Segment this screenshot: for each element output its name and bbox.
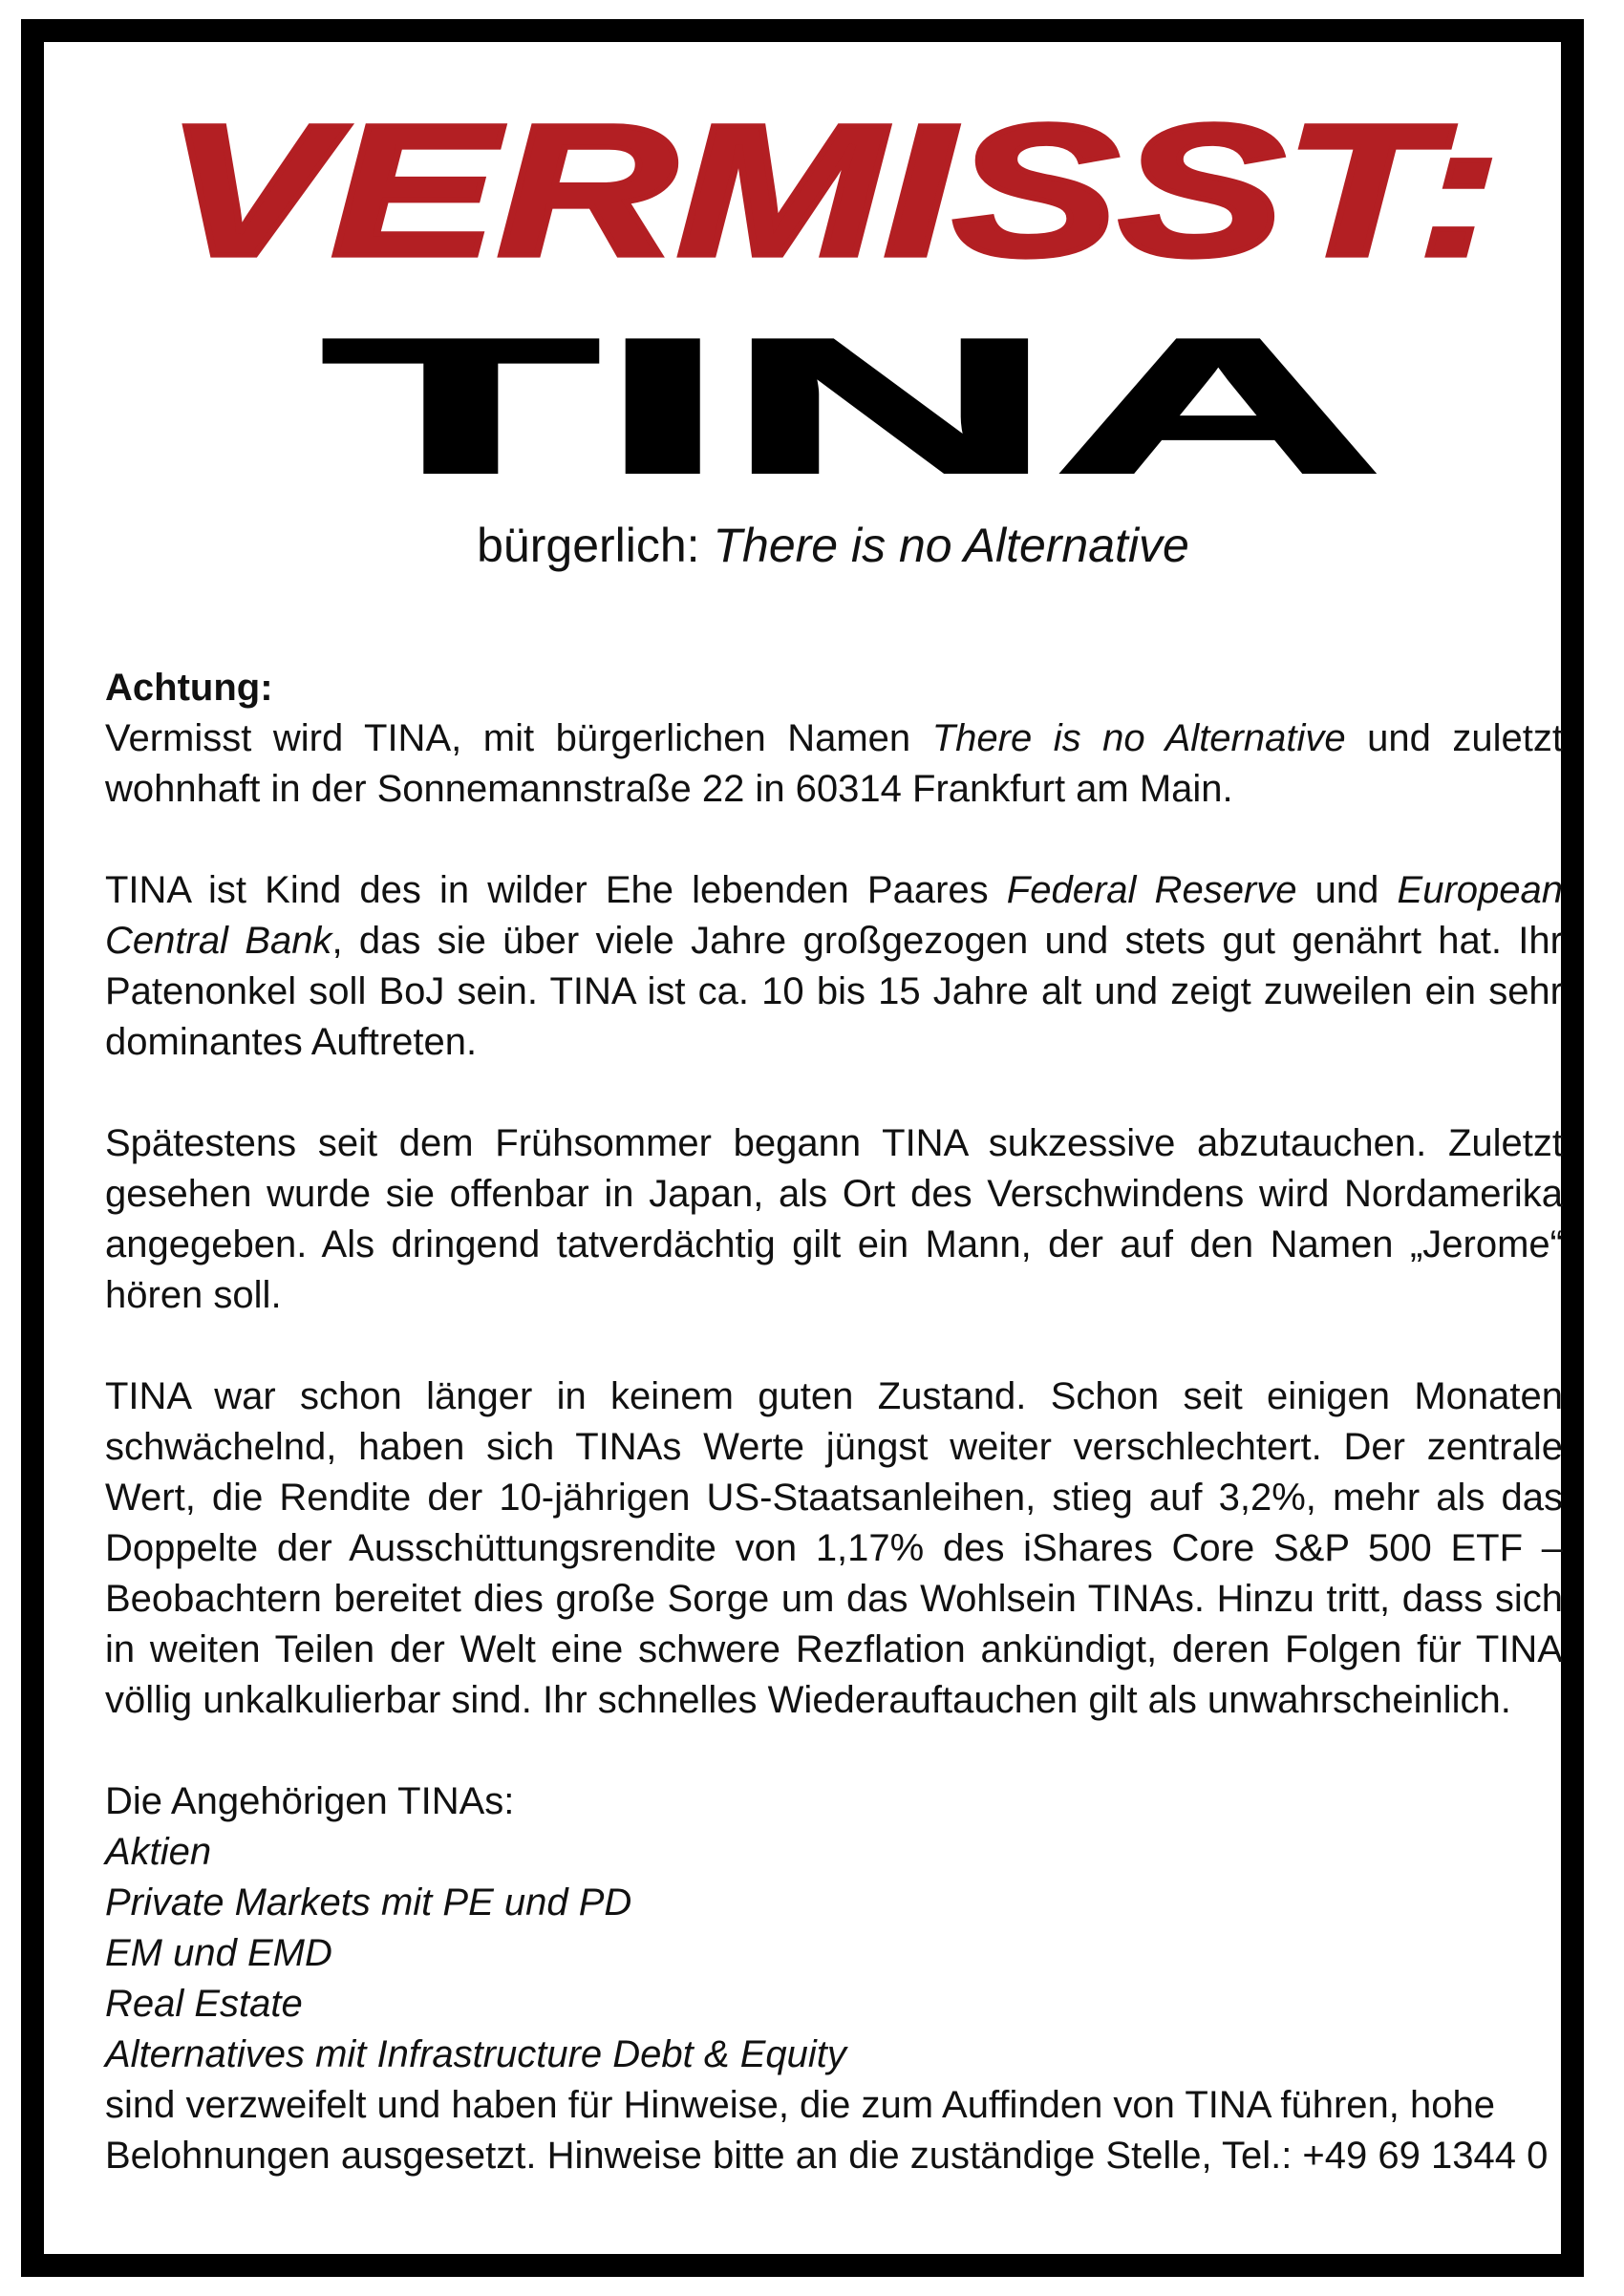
- headline-graphic: [44, 42, 1622, 539]
- p2-text-e: , das sie über viele Jahre großgezogen und stets gut genährt hat. Ihr Patenonkel soll BoJ sein. TINA ist ca. 10 bis 15 Jahre alt und zeigt zuweilen ein sehr dominantes Auftreten.: [105, 920, 1563, 1063]
- notice-heading: Achtung:: [105, 667, 273, 709]
- relative-item: EM und EMD: [105, 1932, 332, 1974]
- paragraph-2: [105, 865, 1563, 1068]
- relatives-intro: Die Angehörigen TINAs:: [105, 1780, 515, 1822]
- p1-text-c: und zuletzt wohnhaft in der Sonnemannstraße 22 in 60314 Frankfurt am Main.: [105, 717, 1563, 810]
- paragraph-3: Spätestens seit dem Frühsommer begann TINA sukzessive abzutauchen. Zuletzt gesehen wurde sie offenbar in Japan, als Ort des Verschwindens wird Nordamerika angegeben. Als dringend tatverdächtig gilt ein Mann, der auf den Namen „Jerome“ hören soll.: [105, 1122, 1563, 1316]
- subtitle: [44, 517, 1622, 574]
- subtitle-name: There is no Alternative: [713, 519, 1189, 572]
- p2-italic-ecb: European Central Bank: [105, 869, 1564, 962]
- p1-text-a: Vermisst wird TINA, mit bürgerlichen Namen: [105, 717, 932, 759]
- headline-tina: TINA: [322, 300, 1382, 513]
- headline-vermisst: VERMISST:: [164, 86, 1501, 296]
- paragraph-4: TINA war schon länger in keinem guten Zustand. Schon seit einigen Monaten schwächelnd, haben sich TINAs Werte jüngst weiter verschlechtert. Der zentrale Wert, die Rendite der 10-jährigen US-Staatsanleihen, stieg auf 3,2%, mehr als das Doppelte der Ausschüttungsrendite von 1,17% des iShares Core S&P 500 ETF – Beobachtern bereitet dies große Sorge um das Wohlsein TINAs. Hinzu tritt, dass sich in weiten Teilen der Welt eine schwere Rezflation ankündigt, deren Folgen für TINA völlig unkalkulierbar sind. Ihr schnelles Wiederauftauchen gilt als unwahrscheinlich.: [105, 1375, 1563, 1721]
- relative-item: Alternatives mit Infrastructure Debt & Equity: [105, 2033, 846, 2075]
- paragraph-1: [105, 663, 1563, 815]
- closing-text: sind verzweifelt und haben für Hinweise, die zum Auffinden von TINA führen, hohe Belohnungen ausgesetzt. Hinweise bitte an die zuständige Stelle, Tel.: +49 69 1344 0: [105, 2084, 1549, 2177]
- relative-item: Private Markets mit PE und PD: [105, 1881, 632, 1924]
- p2-text-c: und: [1296, 869, 1398, 911]
- notice-body: [105, 663, 1563, 2181]
- p2-text-a: TINA ist Kind des in wilder Ehe lebenden Paares: [105, 869, 1007, 911]
- poster-frame: [21, 19, 1584, 2277]
- p1-italic-name: There is no Alternative: [931, 717, 1346, 759]
- subtitle-prefix: bürgerlich:: [477, 519, 714, 572]
- relative-item: Aktien: [105, 1831, 212, 1873]
- relative-item: Real Estate: [105, 1983, 303, 2025]
- relatives-block: [105, 1776, 1563, 2181]
- p2-italic-fed: Federal Reserve: [1006, 869, 1297, 911]
